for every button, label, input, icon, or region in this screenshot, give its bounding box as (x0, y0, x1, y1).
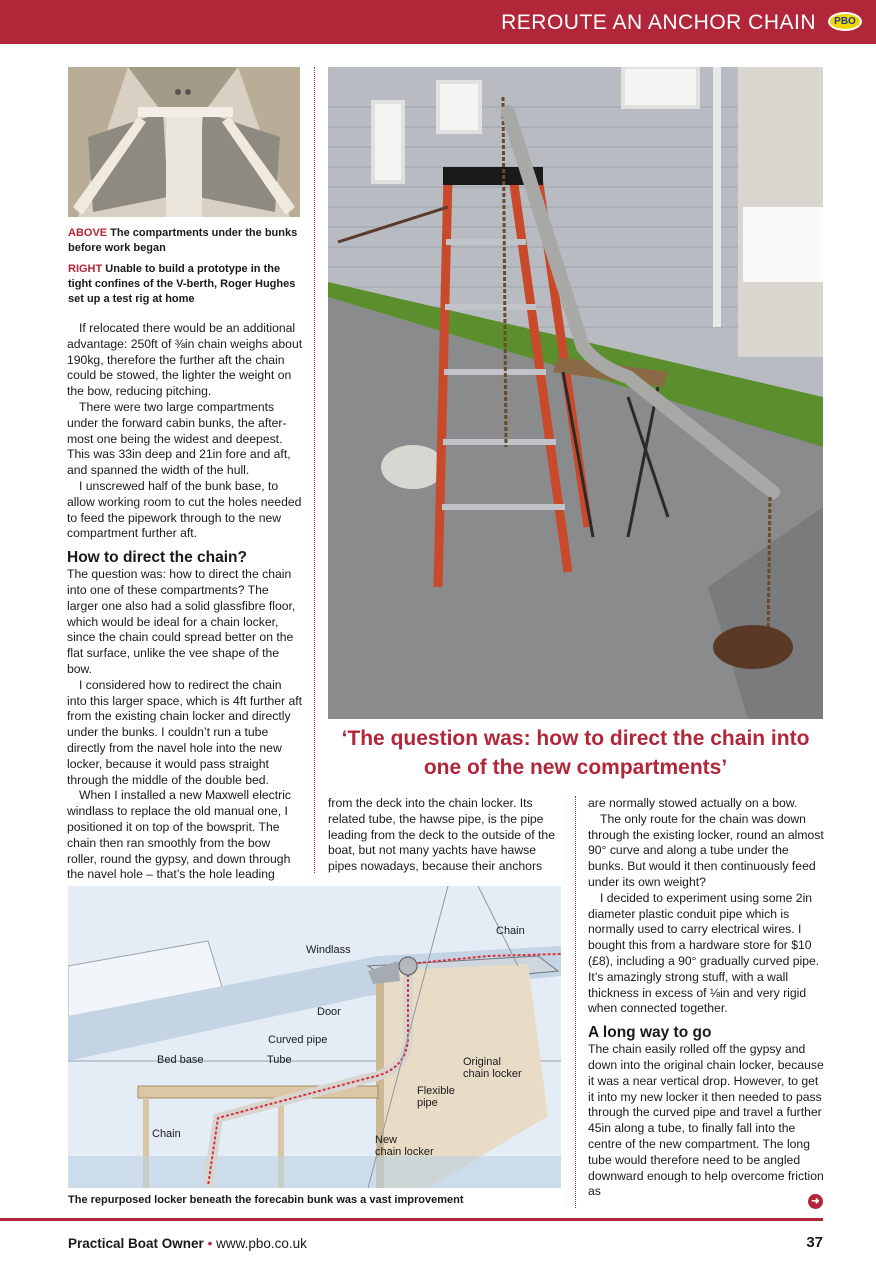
label-chain-bottom: Chain (152, 1128, 181, 1140)
pbo-logo: PBO (828, 12, 862, 31)
paragraph: There were two large compartments under the forward cabin bunks, the after-most one being the widest and deepest. This was 33in deep and 21in fore and aft, and spanned the width of the hull. (67, 399, 291, 478)
arrow-right-circle-icon: ➜ (808, 1194, 823, 1209)
chain-locker-diagram (68, 886, 561, 1188)
footer-url: www.pbo.co.uk (216, 1236, 307, 1251)
page-number: 37 (806, 1234, 823, 1251)
magazine-name: Practical Boat Owner (68, 1236, 204, 1251)
paragraph: I unscrewed half of the bunk base, to allow working room to cut the holes needed to feed the pipework through to the new compartment further aft. (67, 478, 302, 541)
paragraph: I decided to experiment using some 2in diameter plastic conduit pipe which is normally used to carry electrical wires. I bought this from a hardware store for $10 (£8), including a 90° gradually curved pipe. It’s amazingly strong stuff, with a wall thickness in excess of ⅛in and very rigid when connected together. (588, 890, 820, 1016)
label-curved-pipe: Curved pipe (268, 1034, 328, 1046)
paragraph: If relocated there would be an additional advantage: 250ft of ⅜in chain weighs about 190kg, therefore the further aft the chain could be stowed, the lighter the weight on the bow, reducing pitching. (67, 321, 303, 399)
label-door: Door (317, 1006, 341, 1018)
column-divider (575, 796, 576, 1208)
body-column-3 (588, 796, 824, 1200)
label-windlass: Windlass (306, 944, 351, 956)
label-chain-top: Chain (496, 925, 525, 937)
label-bed-base: Bed base (157, 1054, 204, 1066)
subheading: How to direct the chain? (67, 549, 247, 567)
paragraph: The chain easily rolled off the gypsy and down into the original chain locker, because it was a near vertical drop. However, to get it into my new locker it then needed to pass through the curved pipe and travel a further 45in along a tube, to finally fall into the centre of the new compartment. The long tube would therefore need to be angled downward enough to help overcome friction as (588, 1042, 824, 1199)
caption-above: ABOVE The compartments under the bunks before work began (68, 227, 298, 254)
column-divider (314, 67, 315, 873)
footer-rule (0, 1218, 823, 1221)
caption-right: RIGHT Unable to build a prototype in the tight confines of the V-berth, Roger Hughes set up a test rig at home (68, 263, 296, 305)
body-column-1 (67, 321, 303, 883)
paragraph: The only route for the chain was down through the existing locker, round an almost 90° curve and along a tube under the bunks. But would it then continuously feed under its own weight? (588, 811, 824, 889)
section-title: REROUTE AN ANCHOR CHAIN (501, 11, 816, 34)
section-header (0, 0, 876, 44)
compartments-photo (68, 67, 300, 217)
label-flexible-pipe: Flexible pipe (417, 1085, 455, 1109)
body-column-2 (328, 796, 564, 875)
paragraph: from the deck into the chain locker. Its related tube, the hawse pipe, is the pipe leading from the deck to the outside of the boat, but not many yachts have hawse pipes nowadays, because their anchors (328, 796, 555, 874)
footer (68, 1236, 307, 1251)
label-original-locker: Original chain locker (463, 1056, 522, 1080)
paragraph: When I installed a new Maxwell electric windlass to replace the old manual one, I positioned it on top of the bowsprit. The chain then ran smoothly from the bow roller, round the gypsy, and down through the navel hole – that’s the hole leading (67, 788, 292, 882)
test-rig-photo (328, 67, 823, 719)
subheading: A long way to go (588, 1024, 712, 1042)
pull-quote: ‘The question was: how to direct the chain into one of the new compartments’ (341, 727, 810, 779)
label-tube: Tube (267, 1054, 292, 1066)
label-new-locker: New chain locker (375, 1134, 434, 1158)
paragraph: I considered how to redirect the chain into this larger space, which is 4ft further aft from the existing chain locker and directly under the bunks. I couldn’t run a tube directly from the navel hole into the new locker, because it would pass straight through the middle of the double bed. (67, 677, 303, 787)
footer-separator: • (207, 1236, 213, 1251)
paragraph: are normally stowed actually on a bow. (588, 796, 798, 810)
diagram-caption: The repurposed locker beneath the forecabin bunk was a vast improvement (68, 1194, 464, 1206)
paragraph: The question was: how to direct the chain into one of these compartments? The larger one also had a solid glassfibre floor, which would be ideal for a chain locker, since the chain could spread better on the flat surface, unlike the vee shape of the bow. (67, 567, 296, 676)
